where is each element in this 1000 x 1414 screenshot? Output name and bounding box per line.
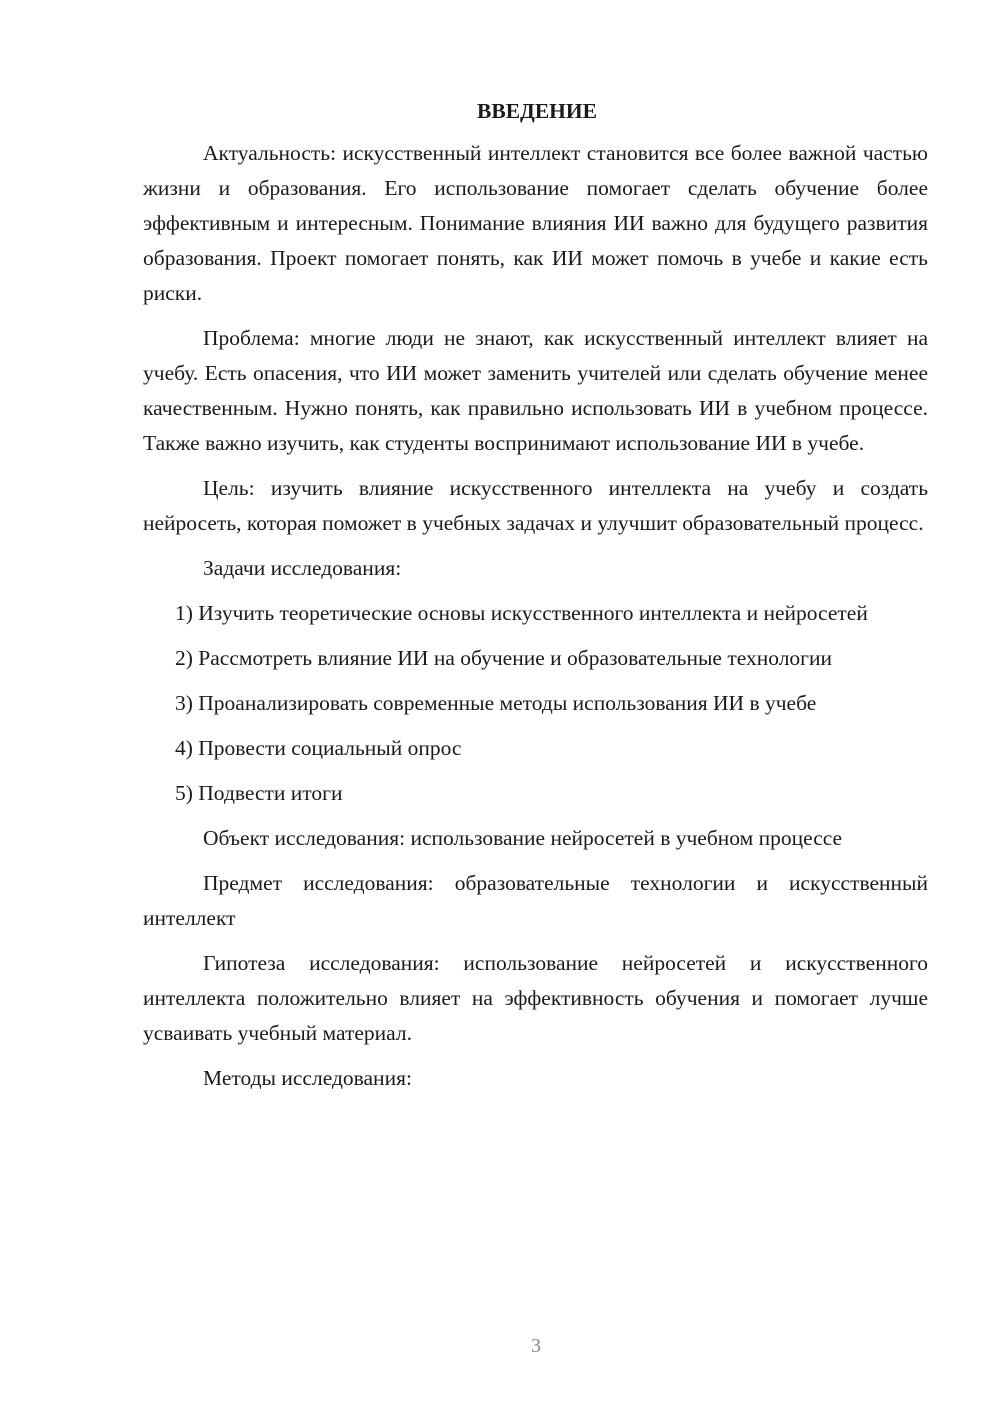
tasks-title: Задачи исследования: <box>203 556 402 580</box>
research-subject-paragraph: Предмет исследования: образовательные технологии и искусственный интеллект <box>143 871 928 930</box>
task-item-4: 4) Провести социальный опрос <box>175 736 462 760</box>
research-hypothesis-paragraph: Гипотеза исследования: использование нейросетей и искусственного интеллекта положительно влияет на эффективность обучения и помогает лучше усваивать учебный материал. <box>143 951 928 1045</box>
task-item-5: 5) Подвести итоги <box>175 781 343 805</box>
section-heading: ВВЕДЕНИЕ <box>477 99 597 123</box>
task-item-3: 3) Проанализировать современные методы использования ИИ в учебе <box>175 691 817 715</box>
relevance-paragraph: Актуальность: искусственный интеллект становится все более важной частью жизни и образования. Его использование помогает сделать обучение более эффективным и интересным. Понимание влияния ИИ важно для будущего развития образования. Проект помогает понять, как ИИ может помочь в учебе и какие есть риски. <box>143 141 928 305</box>
task-item-1: 1) Изучить теоретические основы искусственного интеллекта и нейросетей <box>175 601 868 625</box>
research-methods-title: Методы исследования: <box>203 1066 412 1090</box>
page-number: 3 <box>531 1335 541 1357</box>
goal-paragraph: Цель: изучить влияние искусственного интеллекта на учебу и создать нейросеть, которая поможет в учебных задачах и улучшит образовательный процесс. <box>143 476 928 535</box>
page-content <box>143 96 928 1106</box>
problem-paragraph: Проблема: многие люди не знают, как искусственный интеллект влияет на учебу. Есть опасения, что ИИ может заменить учителей или сделать обучение менее качественным. Нужно понять, как правильно использовать ИИ в учебном процессе. Также важно изучить, как студенты воспринимают использование ИИ в учебе. <box>143 326 928 455</box>
research-object-paragraph: Объект исследования: использование нейросетей в учебном процессе <box>203 826 843 850</box>
task-item-2: 2) Рассмотреть влияние ИИ на обучение и образовательные технологии <box>175 646 833 670</box>
